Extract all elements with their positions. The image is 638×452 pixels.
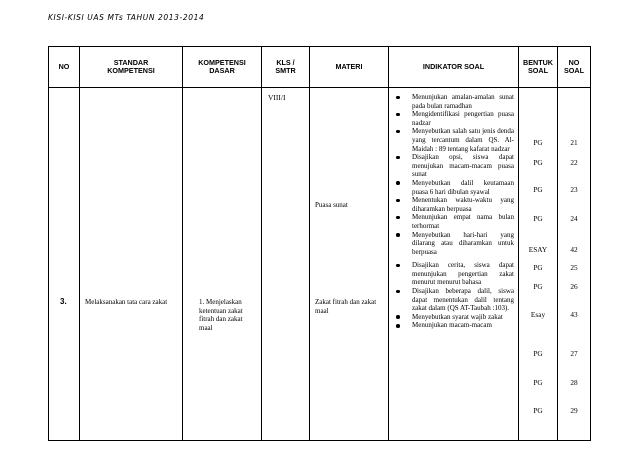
list-item: Menunjukan empat nama bulan terhormat (394, 213, 514, 230)
no-soal-value: 23 (570, 185, 578, 194)
bullet-icon (396, 233, 400, 237)
kisi-kisi-table (48, 46, 591, 441)
kompetensi-dasar-text: 1. Menjelaskan ketentuan zakat fitrah dan zakat maal (199, 298, 243, 332)
bentuk-soal-value: PG (533, 214, 543, 223)
cell-indikator-soal (389, 88, 519, 441)
bentuk-soal-value: Esay (530, 310, 546, 319)
no-soal-value: 24 (570, 214, 578, 223)
bullet-icon (396, 290, 400, 294)
list-item: Mengidentifikasi pengertian puasa nadzar (394, 110, 514, 127)
list-item: Menyebutkan dalil keutamaan puasa 6 hari dibulan syawal (394, 179, 514, 196)
list-item: Disajikan cerita, siswa dapat menunjukan pengertian zakat menurut menurut bahasa (394, 261, 514, 287)
no-soal-value: 27 (570, 349, 578, 358)
header-kompetensi-dasar: KOMPETENSI DASAR (183, 47, 262, 88)
materi-zakat: Zakat fitrah dan zakat maal (315, 298, 377, 315)
kls-smtr-text: VIII/I (268, 93, 286, 102)
cell-no-soal (558, 88, 591, 441)
bentuk-soal-value: PG (533, 282, 543, 291)
bentuk-soal-value: PG (533, 406, 543, 415)
list-item: Menyebutkan salah satu jenis denda yang tercantum dalam QS. Al-Maidah : 89 tentang kafarat nadzar (394, 127, 514, 153)
bentuk-soal-value: PG (533, 138, 543, 147)
bullet-icon (396, 315, 400, 319)
cell-kls-smtr (262, 88, 310, 441)
no-soal-value: 28 (570, 378, 578, 387)
no-soal-value: 43 (570, 310, 578, 319)
bentuk-soal-value: ESAY (528, 245, 548, 254)
no-soal-value: 26 (570, 282, 578, 291)
cell-no (49, 88, 80, 441)
bullet-icon (396, 113, 400, 117)
bullet-icon (396, 96, 400, 100)
bullet-icon (396, 264, 400, 268)
no-soal-value: 25 (570, 263, 578, 272)
cell-standar-kompetensi (80, 88, 183, 441)
header-bentuk-soal: BENTUK SOAL (519, 47, 558, 88)
header-no: NO (49, 47, 80, 88)
no-soal-value: 21 (570, 138, 578, 147)
header-indikator-soal: INDIKATOR SOAL (389, 47, 519, 88)
bullet-icon (396, 181, 400, 185)
header-kls-smtr: KLS / SMTR (262, 47, 310, 88)
list-item: Disajikan opsi, siswa dapat menujukan macam-macam puasa sunat (394, 153, 514, 179)
table-header-row (49, 47, 591, 88)
bentuk-soal-value: PG (533, 158, 543, 167)
header-materi: MATERI (310, 47, 389, 88)
header-no-soal: NO SOAL (558, 47, 591, 88)
list-item: Menunjukan macam-macam (394, 321, 514, 330)
list-item: Menyebutkan syarat wajib zakat (394, 313, 514, 322)
cell-kompetensi-dasar (183, 88, 262, 441)
bentuk-soal-value: PG (533, 349, 543, 358)
document-title: KISI-KISI UAS MTs TAHUN 2013-2014 (48, 13, 205, 22)
bentuk-soal-value: PG (533, 378, 543, 387)
list-item: Menyebutkan hari-hari yang dilarang atau diharamkan untuk berpuasa (394, 231, 514, 257)
row-number: 3. (60, 297, 67, 306)
indikator-list (394, 93, 514, 330)
bullet-icon (396, 156, 400, 160)
list-item: Disajikan beberapa dalil, siswa dapat menentukan dalil tentang zakat dalam (QS AT-Taubah :103). (394, 287, 514, 313)
header-standar-kompetensi: STANDAR KOMPETENSI (80, 47, 183, 88)
list-item: Menentukan waktu-waktu yang diharamkan berpuasa (394, 196, 514, 213)
cell-bentuk-soal (519, 88, 558, 441)
bullet-icon (396, 216, 400, 220)
cell-materi (310, 88, 389, 441)
list-item: Menunjukan amalan-amalan sunat pada bulan ramadhan (394, 93, 514, 110)
bullet-icon (396, 199, 400, 203)
no-soal-value: 42 (570, 245, 578, 254)
bentuk-soal-value: PG (533, 263, 543, 272)
bullet-icon (396, 130, 400, 134)
materi-puasa-sunat: Puasa sunat (315, 201, 348, 209)
bullet-icon (396, 324, 400, 328)
standar-kompetensi-text: Melaksanakan tata cara zakat (85, 298, 168, 306)
bentuk-soal-value: PG (533, 185, 543, 194)
no-soal-value: 22 (570, 158, 578, 167)
table-row (49, 88, 591, 441)
no-soal-value: 29 (570, 406, 578, 415)
